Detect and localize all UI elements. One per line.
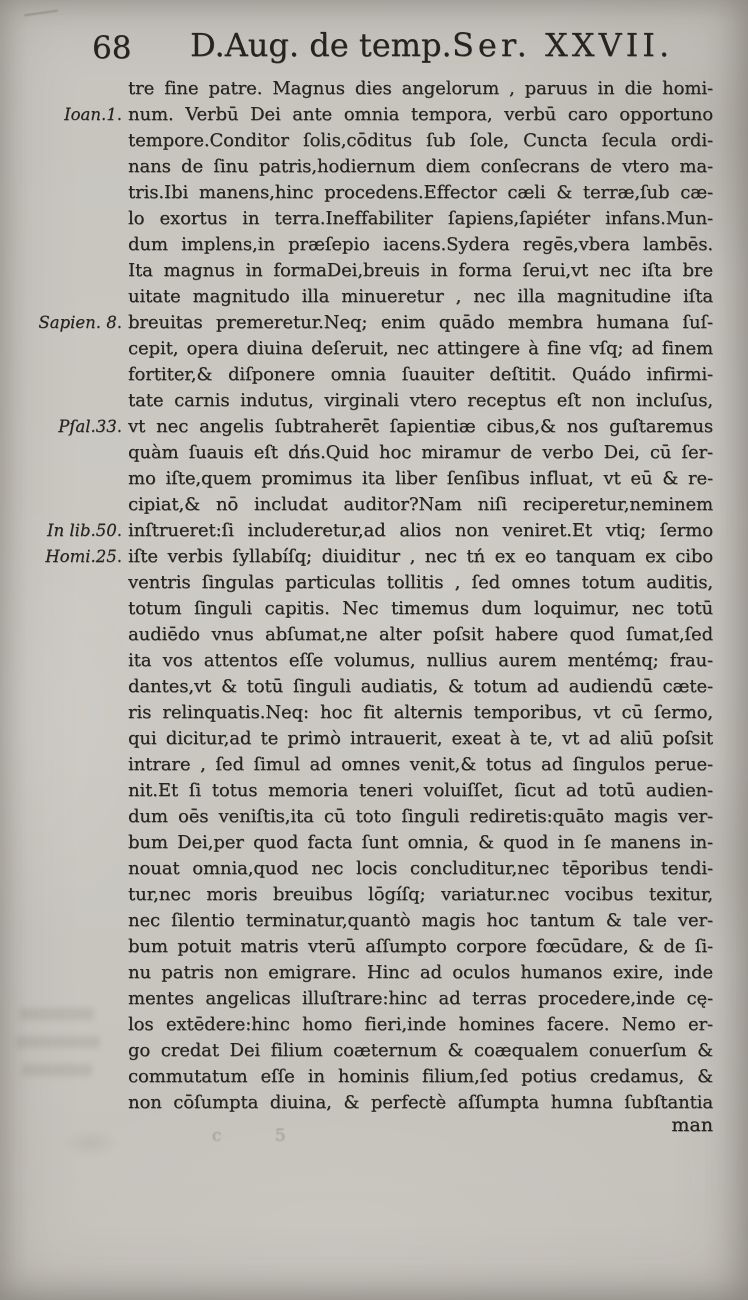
body-text-line: totum ſinguli capitis. Nec timemus dum loquimur, nec totū: [128, 598, 713, 619]
body-text-line: ris relinquatis.Neq: hoc fit alternis temporibus, vt cū ſermo,: [128, 702, 713, 723]
margin-note: Sapien. 8.: [38, 313, 122, 332]
body-text-line: mo iſte,quem promimus ita liber ſenſibus influat, vt eū & re-: [128, 468, 713, 489]
body-text-line: bum Dei,per quod facta ſunt omnia, & quod in ſe manens in-: [128, 832, 713, 853]
body-text-line: Ita magnus in formaDei,breuis in forma ſerui,vt nec iſta bre: [128, 260, 713, 281]
body-text-line: tre fine patre. Magnus dies angelorum , paruus in die homi-: [128, 78, 713, 99]
body-text-line: nec ſilentio terminatur,quantò magis hoc tantum & tale ver-: [128, 910, 713, 931]
ink-show-through: [22, 1064, 92, 1076]
catchword: man: [671, 1114, 713, 1136]
body-text-line: breuitas premeretur.Neq; enim quādo membra humana ſuſ-: [128, 312, 713, 333]
body-text-line: lo exortus in terra.Ineffabiliter ſapiens,ſapiéter infans.Mun-: [128, 208, 713, 229]
running-series: Ser. XXVII.: [452, 26, 674, 64]
ink-show-through: [20, 1008, 94, 1020]
body-text-line: intrare , ſed ſimul ad omnes venit,& totus ad ſingulos perue-: [128, 754, 713, 775]
body-text-line: dum implens,in præſepio iacens.Sydera regēs,vbera lambēs.: [128, 234, 713, 255]
body-text-line: non cōſumpta diuina, & perfectè aſſumpta humna ſubſtantia: [128, 1092, 713, 1113]
body-text-line: uitate magnitudo illa minueretur , nec illa magnitudine iſta: [128, 286, 713, 307]
body-text-line: inſtrueret:ſi includeretur,ad alios non veniret.Et vtiq; ſermo: [128, 520, 713, 541]
signature-mark: c 5: [212, 1126, 310, 1146]
page-number: 68: [92, 30, 132, 66]
body-text-line: vt nec angelis ſubtraherēt ſapientiæ cibus,& nos guſtaremus: [128, 416, 713, 437]
body-text-line: fortiter,& diſponere omnia ſuauiter deſtitit. Quádo infirmi-: [128, 364, 713, 385]
body-text-line: cepit, opera diuina deſeruit, nec attingere à fine vſq; ad finem: [128, 338, 713, 359]
margin-notes: [14, 76, 122, 1116]
body-text-line: commutatum eſſe in hominis filium,ſed potius credamus, &: [128, 1066, 713, 1087]
body-text-line: ventris ſingulas particulas tollitis , ſed omnes totum auditis,: [128, 572, 713, 593]
body-text-line: qui dicitur,ad te primò intrauerit, exeat à te, vt ad aliū poſsit: [128, 728, 713, 749]
body-text-line: nans de ſinu patris,hodiernum diem conſecrans de vtero ma-: [128, 156, 713, 177]
body-text-line: go credat Dei filium coæternum & coæqualem conuerſum &: [128, 1040, 713, 1061]
running-title: D.Aug. de temp.: [190, 26, 452, 64]
margin-note: Homi.25.: [45, 547, 122, 566]
body-text-line: ita vos attentos eſſe volumus, nullius aurem mentémq; frau-: [128, 650, 713, 671]
body-text-line: cipiat,& nō includat auditor?Nam niſi reciperetur,neminem: [128, 494, 713, 515]
body-text-line: tur,nec moris breuibus lōgíſq; variatur.nec vocibus texitur,: [128, 884, 713, 905]
body-text-line: tempore.Conditor ſolis,cōditus ſub ſole, Cuncta ſecula ordi-: [128, 130, 713, 151]
body-text-line: bum potuit matris vterū aſſumpto corpore fœcūdare, & de ſi-: [128, 936, 713, 957]
margin-note: Pſal.33.: [58, 417, 122, 436]
margin-note: In lib.50.: [47, 521, 122, 540]
body-text-line: iſte verbis ſyllabíſq; diuiditur , nec tń ex eo tanquam ex cibo: [128, 546, 713, 567]
body-text-line: los extēdere:hinc homo fieri,inde homines facere. Nemo er-: [128, 1014, 713, 1035]
ink-show-through: [16, 1036, 100, 1048]
text-block: [128, 76, 713, 1116]
body-text-line: nit.Et ſi totus memoria teneri voluiſſet, ſicut ad totū audien-: [128, 780, 713, 801]
body-text-line: num. Verbū Dei ante omnia tempora, verbū caro opportuno: [128, 104, 713, 125]
body-text-line: tris.Ibi manens,hinc procedens.Effector cæli & terræ,ſub cæ-: [128, 182, 713, 203]
margin-note: Ioan.1.: [64, 105, 122, 124]
body-text-line: quàm ſuauis eſt dńs.Quid hoc miramur de verbo Dei, cū ſer-: [128, 442, 713, 463]
paper-stain: [60, 1128, 120, 1158]
body-text-line: audiēdo vnus abſumat,ne alter poſsit habere quod ſumat,ſed: [128, 624, 713, 645]
body-text-line: nu patris non emigrare. Hinc ad oculos humanos exire, inde: [128, 962, 713, 983]
body-text-line: nouat omnia,quod nec locis concluditur,nec tēporibus tendi-: [128, 858, 713, 879]
body-text-line: tate carnis indutus, virginali vtero receptus eſt non incluſus,: [128, 390, 713, 411]
body-text-line: dantes,vt & totū ſinguli audiatis, & totum ad audiendū cæte-: [128, 676, 713, 697]
body-text-line: dum oēs veniſtis,ita cū toto ſinguli rediretis:quāto magis ver-: [128, 806, 713, 827]
paper-scratch: [24, 10, 58, 17]
body-text-line: mentes angelicas illuſtrare:hinc ad terras procedere,inde cę-: [128, 988, 713, 1009]
